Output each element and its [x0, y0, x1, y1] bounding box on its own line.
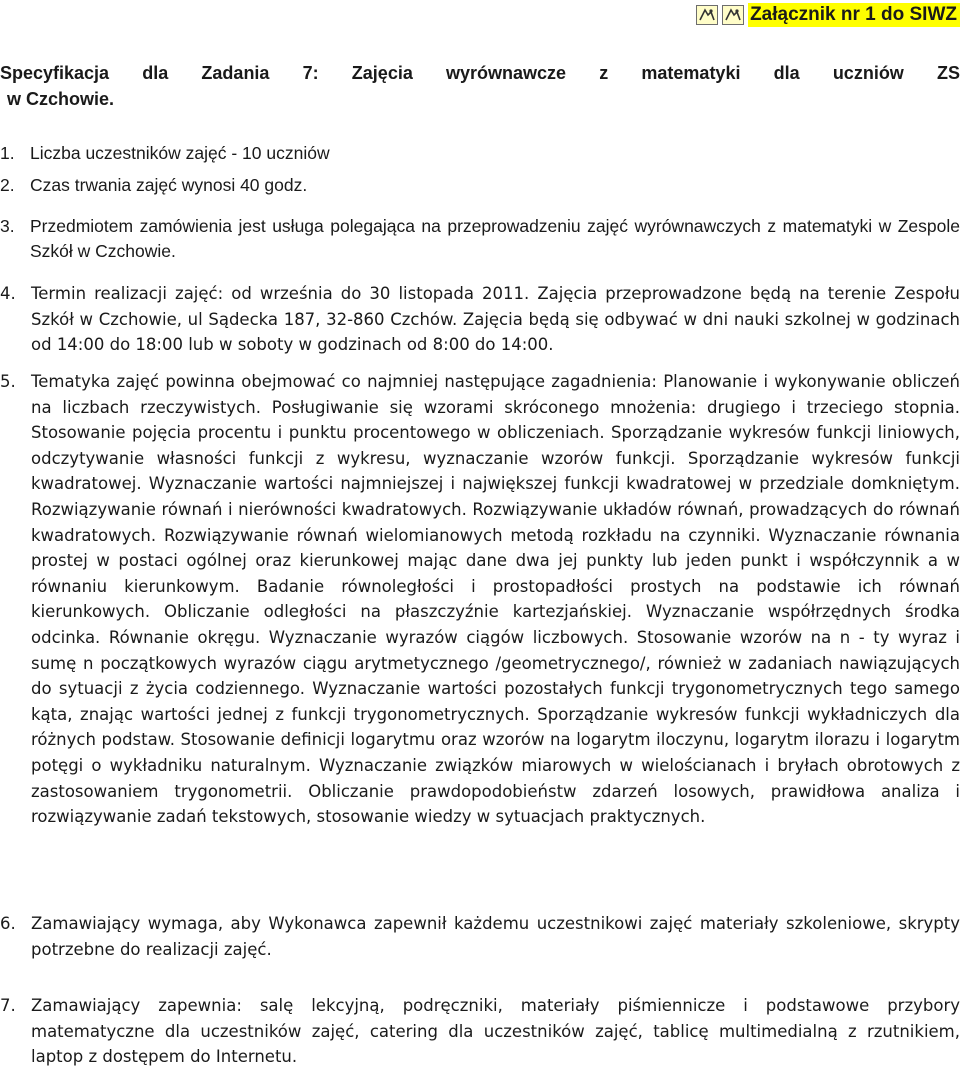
item-text: Liczba uczestników zajęć - 10 uczniów — [30, 143, 330, 163]
form-field-icon[interactable] — [722, 5, 744, 25]
annex-label: Załącznik nr 1 do SIWZ — [748, 3, 960, 27]
item-number: 4. — [0, 284, 16, 303]
list-item — [0, 214, 960, 264]
list-item — [0, 369, 960, 830]
item-number: 6. — [0, 914, 16, 933]
item-text: Termin realizacji zajęć: od września do 30 listopada 2011. Zajęcia przeprowadzone będą na terenie Zespołu Szkół w Czchowie, ul Sądecka 187, 32-860 Czchów. Zajęcia będą się odbywać w dni nauki szkolnej w godzinach od 14:00 do 18:00 lub w soboty w godzinach od 8:00 do 14:00. — [31, 284, 960, 355]
item-number: 2. — [0, 175, 15, 195]
list-item — [0, 993, 960, 1070]
list-item — [0, 173, 960, 198]
list-item — [0, 141, 960, 166]
title-line-1: Specyfikacja dla Zadania 7: Zajęcia wyrównawcze z matematyki dla uczniów ZS — [0, 63, 960, 83]
item-text: Tematyka zajęć powinna obejmować co najmniej następujące zagadnienia: Planowanie i wykonywanie obliczeń na liczbach rzeczywistych. Posługiwanie się wzorami skróconego mnożenia: drugiego i trzeciego stopnia. Stosowanie pojęcia procentu i punktu procentowego w obliczeniach. Sporządzanie wykresów funkcji liniowych, odczytywanie własności funkcji z wykresu, wyznaczanie wzorów funkcji. Sporządzanie wykresów funkcji kwadratowej. Wyznaczanie wartości najmniejszej i największej funkcji kwadratowej w przedziale domkniętym. Rozwiązywanie równań i nierówności kwadratowych. Rozwiązywanie układów równań, prowadzących do równań kwadratowych. Rozwiązywanie równań wielomianowych metodą rozkładu na czynniki. Wyznaczanie równania prostej w postaci ogólnej oraz kierunkowej mając dane dwa jej punkty lub jeden punkt i współczynnik a w równaniu kierunkowym. Badanie równoległości i prostopadłości prostych na podstawie ich równań kierunkowych. Obliczanie odległości na płaszczyźnie kartezjańskiej. Wyznaczanie współrzędnych środka odcinka. Równanie okręgu. Wyznaczanie wyrazów ciągów liczbowych. Stosowanie wzorów na n - ty wyraz i sumę n początkowych wyrazów ciągu arytmetycznego /geometrycznego/, również w zadaniach nawiązujących do sytuacji z życia codziennego. Wyznaczanie wartości pozostałych funkcji trygonometrycznych tego samego kąta, znając wartości jednej z funkcji trygonometrycznych. Sporządzanie wykresów funkcji wykładniczych dla różnych podstaw. Stosowanie definicji logarytmu oraz wzorów na logarytm iloczynu, logarytm ilorazu i logarytm potęgi o wykładniku naturalnym. Wyznaczanie związków miarowych w wielościanach i bryłach obrotowych z zastosowaniem trygonometrii. Obliczanie prawdopodobieństw zdarzeń losowych, prawidłowa analiza i rozwiązywanie zadań tekstowych, stosowanie wiedzy w sytuacjach praktycznych. — [31, 372, 960, 827]
document-title — [0, 60, 960, 112]
item-number: 1. — [0, 143, 15, 163]
item-text: Zamawiający zapewnia: salę lekcyjną, podręczniki, materiały piśmiennicze i podstawowe przybory matematyczne dla uczestników zajęć, catering dla uczestników zajęć, tablicę multimedialną z rzutnikiem, laptop z dostępem do Internetu. — [31, 996, 960, 1067]
title-line-2: w Czchowie. — [7, 89, 115, 109]
item-text: Przedmiotem zamówienia jest usługa polegająca na przeprowadzeniu zajęć wyrównawczych z matematyki w Zespole Szkół w Czchowie. — [30, 216, 960, 261]
form-field-icon[interactable] — [696, 5, 718, 25]
item-text: Zamawiający wymaga, aby Wykonawca zapewnił każdemu uczestnikowi zajęć materiały szkoleniowe, skrypty potrzebne do realizacji zajęć. — [31, 914, 960, 959]
list-item — [0, 281, 960, 358]
list-item — [0, 911, 960, 962]
document-header — [696, 2, 960, 28]
item-number: 3. — [0, 216, 15, 236]
item-number: 5. — [0, 372, 16, 391]
item-number: 7. — [0, 996, 16, 1015]
item-text: Czas trwania zajęć wynosi 40 godz. — [30, 175, 308, 195]
